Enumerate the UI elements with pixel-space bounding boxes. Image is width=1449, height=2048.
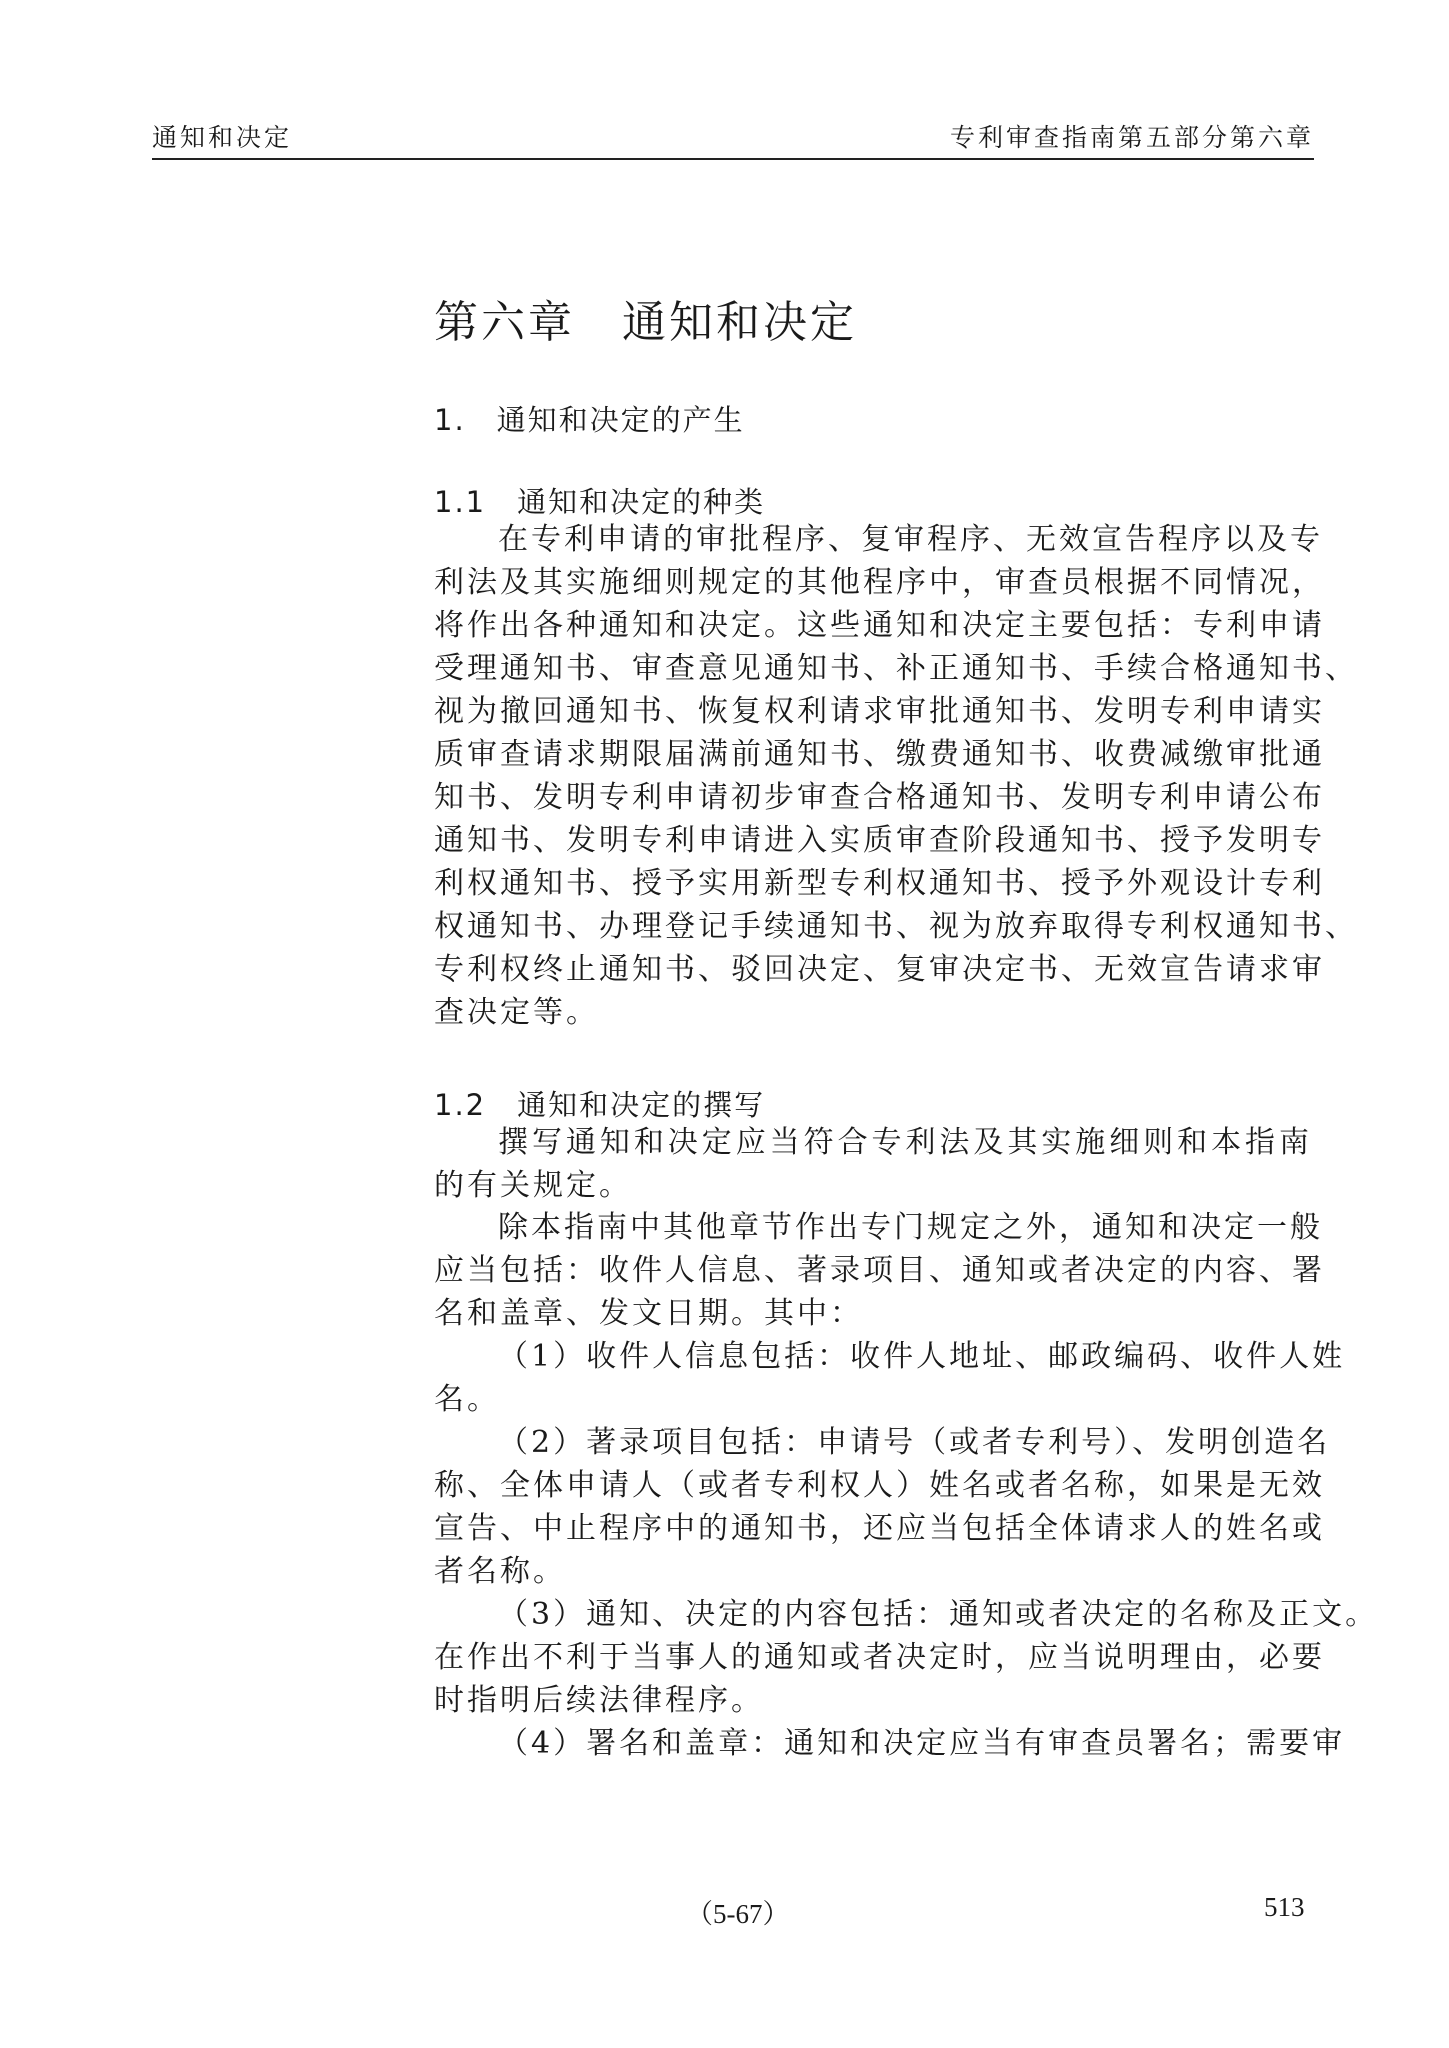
paragraph-recipient (434, 1335, 1346, 1421)
text-line: 质审查请求期限届满前通知书、缴费通知书、收费减缴审批通 (434, 737, 1325, 772)
paragraph-signature (434, 1722, 1346, 1765)
header-right: 专利审查指南第五部分第六章 (949, 123, 1314, 152)
page-number: 513 (1264, 1892, 1305, 1922)
paragraph-types (434, 518, 1358, 1034)
text-line: 通知书、发明专利申请进入实质审查阶段通知书、授予发明专 (434, 823, 1325, 858)
text-line: 的有关规定。 (434, 1168, 632, 1203)
text-line: 应当包括：收件人信息、著录项目、通知或者决定的内容、署 (434, 1253, 1325, 1288)
text-line: （4）署名和盖章：通知和决定应当有审查员署名；需要审 (498, 1726, 1346, 1761)
text-line: 利法及其实施细则规定的其他程序中，审查员根据不同情况， (434, 565, 1325, 600)
text-line: 撰写通知和决定应当符合专利法及其实施细则和本指南 (498, 1125, 1312, 1160)
text-line: 称、全体申请人（或者专利权人）姓名或者名称，如果是无效 (434, 1468, 1325, 1503)
text-line: 受理通知书、审查意见通知书、补正通知书、手续合格通知书、 (434, 651, 1358, 686)
paragraph-content-items (434, 1593, 1379, 1722)
text-line: 者名称。 (434, 1554, 566, 1589)
running-header (152, 118, 1314, 160)
header-left: 通知和决定 (152, 123, 293, 152)
text-line: 知书、发明专利申请初步审查合格通知书、发明专利申请公布 (434, 780, 1325, 815)
chapter-title: 第六章 通知和决定 (434, 297, 857, 348)
section-1-1-heading: 1.1 通知和决定的种类 (434, 485, 766, 519)
section-1-2-heading: 1.2 通知和决定的撰写 (434, 1088, 766, 1122)
text-line: 名和盖章、发文日期。其中： (434, 1296, 863, 1331)
text-line: 在专利申请的审批程序、复审程序、无效宣告程序以及专 (498, 522, 1323, 557)
text-line: 宣告、中止程序中的通知书，还应当包括全体请求人的姓名或 (434, 1511, 1325, 1546)
text-line: 查决定等。 (434, 995, 599, 1030)
text-line: 在作出不利于当事人的通知或者决定时，应当说明理由，必要 (434, 1640, 1325, 1675)
paragraph-drafting (434, 1121, 1312, 1207)
text-line: 名。 (434, 1382, 500, 1417)
paragraph-bibliographic (434, 1421, 1331, 1593)
text-line: 除本指南中其他章节作出专门规定之外，通知和决定一般 (498, 1210, 1323, 1245)
section-page-ref: （5-67） (686, 1899, 790, 1929)
paragraph-contents (434, 1206, 1325, 1335)
text-line: 将作出各种通知和决定。这些通知和决定主要包括：专利申请 (434, 608, 1325, 643)
text-line: 专利权终止通知书、驳回决定、复审决定书、无效宣告请求审 (434, 952, 1325, 987)
text-line: 权通知书、办理登记手续通知书、视为放弃取得专利权通知书、 (434, 909, 1358, 944)
text-line: 时指明后续法律程序。 (434, 1683, 764, 1718)
text-line: （3）通知、决定的内容包括：通知或者决定的名称及正文。 (498, 1597, 1379, 1632)
text-line: （2）著录项目包括：申请号（或者专利号）、发明创造名 (498, 1425, 1331, 1460)
text-line: 视为撤回通知书、恢复权利请求审批通知书、发明专利申请实 (434, 694, 1325, 729)
text-line: 利权通知书、授予实用新型专利权通知书、授予外观设计专利 (434, 866, 1325, 901)
text-line: （1）收件人信息包括：收件人地址、邮政编码、收件人姓 (498, 1339, 1346, 1374)
section-1-heading: 1. 通知和决定的产生 (434, 403, 745, 437)
